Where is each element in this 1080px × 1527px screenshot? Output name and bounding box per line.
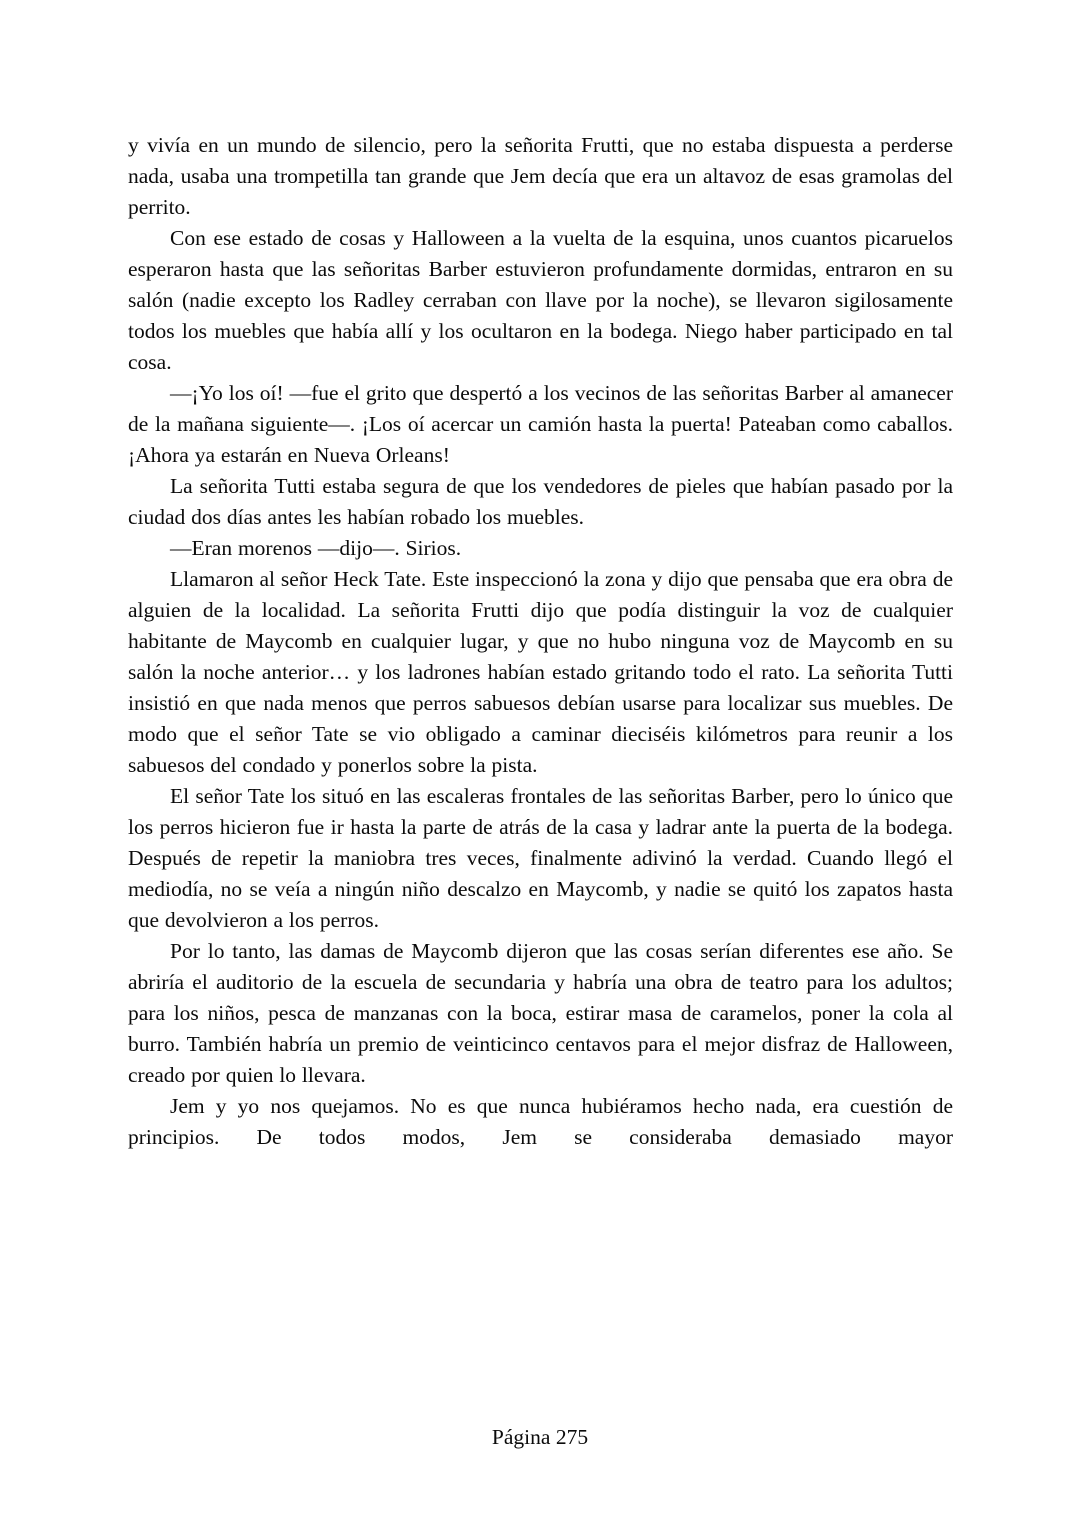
paragraph-2: Con ese estado de cosas y Halloween a la vuelta de la esquina, unos cuantos picaruelos esperaron hasta que las señoritas Barber estuvieron profundamente dormidas, entraron en su salón (nadie excepto los Radley cerraban con llave por la noche), se llevaron sigilosamente todos los muebles que había allí y los ocultaron en la bodega. Niego haber participado en tal cosa. [128, 226, 953, 374]
text-block [128, 130, 953, 1153]
paragraph-4: La señorita Tutti estaba segura de que los vendedores de pieles que habían pasado por la ciudad dos días antes les habían robado los muebles. [128, 474, 953, 529]
paragraph-1: y vivía en un mundo de silencio, pero la señorita Frutti, que no estaba dispuesta a perderse nada, usaba una trompetilla tan grande que Jem decía que era un altavoz de esas gramolas del perrito. [128, 133, 953, 219]
paragraph-5: —Eran morenos —dijo—. Sirios. [170, 536, 462, 560]
paragraph-8: Por lo tanto, las damas de Maycomb dijeron que las cosas serían diferentes ese año. Se abriría el auditorio de la escuela de secundaria y habría una obra de teatro para los adultos; para los niños, pesca de manzanas con la boca, estirar masa de caramelos, poner la cola al burro. También habría un premio de veinticinco centavos para el mejor disfraz de Halloween, creado por quien lo llevara. [128, 939, 953, 1087]
paragraph-3: —¡Yo los oí! —fue el grito que despertó a los vecinos de las señoritas Barber al amanecer de la mañana siguiente—. ¡Los oí acercar un camión hasta la puerta! Pateaban como caballos. ¡Ahora ya estarán en Nueva Orleans! [128, 381, 953, 467]
paragraph-9: Jem y yo nos quejamos. No es que nunca hubiéramos hecho nada, era cuestión de principios. De todos modos, Jem se consideraba demasiado mayor [128, 1094, 953, 1149]
paragraph-6: Llamaron al señor Heck Tate. Este inspeccionó la zona y dijo que pensaba que era obra de alguien de la localidad. La señorita Frutti dijo que podía distinguir la voz de cualquier habitante de Maycomb en cualquier lugar, y que no hubo ninguna voz de Maycomb en su salón la noche anterior… y los ladrones habían estado gritando todo el rato. La señorita Tutti insistió en que nada menos que perros sabuesos debían usarse para localizar sus muebles. De modo que el señor Tate se vio obligado a caminar dieciséis kilómetros para reunir a los sabuesos del condado y ponerlos sobre la pista. [128, 567, 953, 777]
page-number: Página 275 [491, 1425, 589, 1449]
paragraph-7: El señor Tate los situó en las escaleras frontales de las señoritas Barber, pero lo único que los perros hicieron fue ir hasta la parte de atrás de la casa y ladrar ante la puerta de la bodega. Después de repetir la maniobra tres veces, finalmente adivinó la verdad. Cuando llegó el mediodía, no se veía a ningún niño descalzo en Maycomb, y nadie se quitó los zapatos hasta que devolvieron a los perros. [128, 784, 953, 932]
